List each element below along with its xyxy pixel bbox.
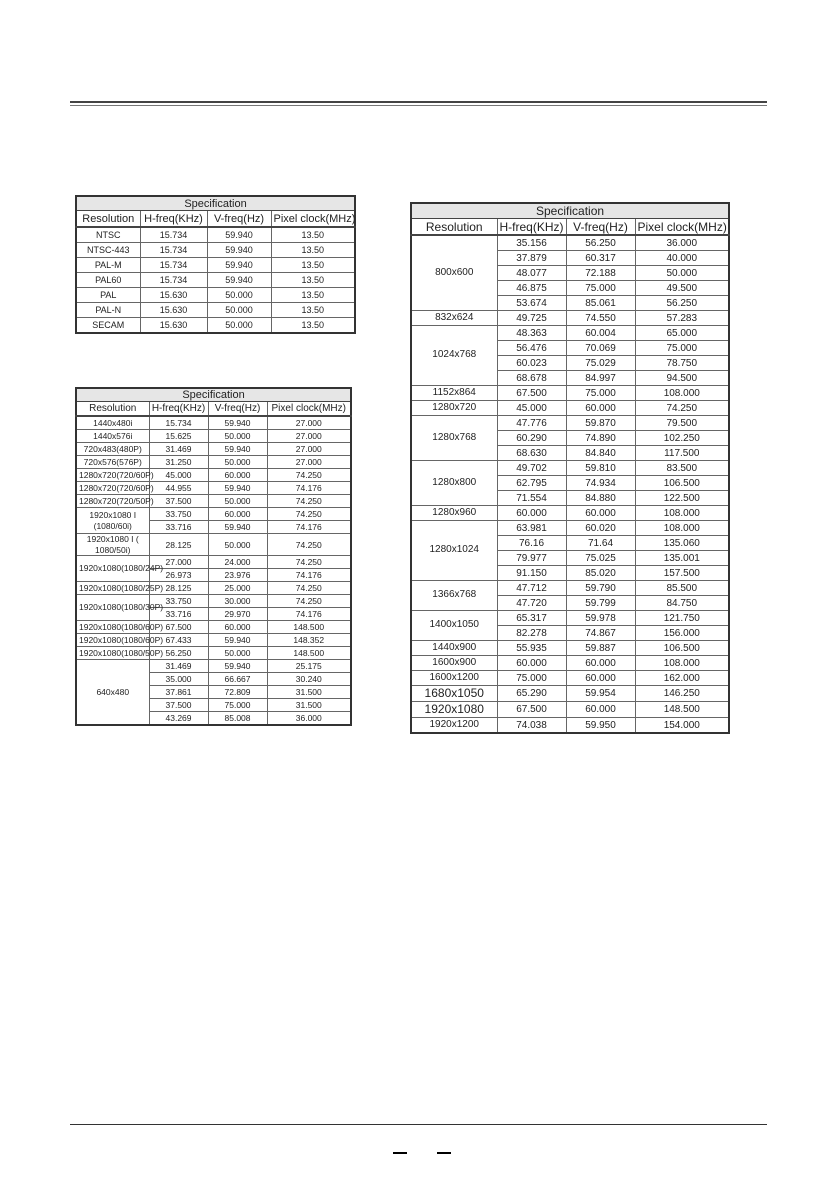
vfreq-cell: 84.997: [566, 371, 635, 386]
vfreq-cell: 84.840: [566, 446, 635, 461]
pixel-clock-cell: 49.500: [635, 281, 729, 296]
vfreq-cell: 59.954: [566, 686, 635, 702]
hfreq-cell: 75.000: [497, 671, 566, 686]
table-title: Specification: [76, 196, 355, 211]
pixel-clock-cell: 13.50: [271, 288, 355, 303]
vfreq-cell: 60.004: [566, 326, 635, 341]
column-header-hfreq: H-freq(KHz): [149, 402, 208, 417]
hfreq-cell: 48.077: [497, 266, 566, 281]
table-row: [76, 258, 355, 273]
vfreq-cell: 60.317: [566, 251, 635, 266]
hfreq-cell: 26.973: [149, 569, 208, 582]
table-row: [411, 326, 729, 341]
hfreq-cell: 60.023: [497, 356, 566, 371]
resolution-cell: PAL-N: [76, 303, 140, 318]
resolution-cell: 1600x1200: [411, 671, 497, 686]
hfreq-cell: 31.469: [149, 660, 208, 673]
footer-rule: [70, 1124, 767, 1125]
pixel-clock-cell: 148.500: [267, 647, 351, 660]
hfreq-cell: 74.038: [497, 718, 566, 734]
hfreq-cell: 71.554: [497, 491, 566, 506]
vfreq-cell: 74.550: [566, 311, 635, 326]
vfreq-cell: 60.000: [208, 469, 267, 482]
hfreq-cell: 76.16: [497, 536, 566, 551]
resolution-cell: 1440x900: [411, 641, 497, 656]
hfreq-cell: 15.734: [140, 243, 207, 258]
vfreq-cell: 60.000: [208, 621, 267, 634]
vfreq-cell: 75.000: [566, 386, 635, 401]
hfreq-cell: 15.734: [140, 258, 207, 273]
hfreq-cell: 15.630: [140, 318, 207, 334]
pixel-clock-cell: 57.283: [635, 311, 729, 326]
table-row: [411, 521, 729, 536]
hfreq-cell: 31.469: [149, 443, 208, 456]
pixel-clock-cell: 36.000: [267, 712, 351, 726]
resolution-cell: 1280x720(720/50P): [76, 495, 149, 508]
pixel-clock-cell: 108.000: [635, 521, 729, 536]
vfreq-cell: 75.000: [566, 281, 635, 296]
pixel-clock-cell: 65.000: [635, 326, 729, 341]
table-row: [76, 469, 351, 482]
pixel-clock-cell: 13.50: [271, 303, 355, 318]
column-header-hfreq: H-freq(KHz): [497, 219, 566, 236]
hfreq-cell: 63.981: [497, 521, 566, 536]
pixel-clock-cell: 157.500: [635, 566, 729, 581]
table-row: [76, 621, 351, 634]
vfreq-cell: 59.940: [208, 482, 267, 495]
column-header-vfreq: V-freq(Hz): [566, 219, 635, 236]
pixel-clock-cell: 27.000: [267, 443, 351, 456]
hfreq-cell: 15.734: [140, 227, 207, 243]
pixel-clock-cell: 74.176: [267, 569, 351, 582]
pc-timing-spec-table: [410, 202, 730, 734]
resolution-cell: 1920x1080: [411, 702, 497, 718]
hfreq-cell: 15.630: [140, 288, 207, 303]
table-row: [411, 235, 729, 251]
resolution-cell: 1680x1050: [411, 686, 497, 702]
table-row: [76, 534, 351, 556]
resolution-cell: NTSC-443: [76, 243, 140, 258]
resolution-cell: 1920x1080(1080/60P): [76, 634, 149, 647]
table-row: [76, 273, 355, 288]
vfreq-cell: 60.000: [208, 508, 267, 521]
hfreq-cell: 67.500: [497, 702, 566, 718]
table-row: [411, 656, 729, 671]
table-row: [411, 702, 729, 718]
pixel-clock-cell: 74.250: [635, 401, 729, 416]
vfreq-cell: 75.025: [566, 551, 635, 566]
pixel-clock-cell: 162.000: [635, 671, 729, 686]
vfreq-cell: 71.64: [566, 536, 635, 551]
table-title: Specification: [76, 388, 351, 402]
pixel-clock-cell: 135.001: [635, 551, 729, 566]
resolution-cell: 1280x960: [411, 506, 497, 521]
header-rule: [70, 101, 767, 103]
vfreq-cell: 59.940: [208, 634, 267, 647]
hfreq-cell: 45.000: [497, 401, 566, 416]
hfreq-cell: 68.630: [497, 446, 566, 461]
vfreq-cell: 59.940: [208, 416, 267, 430]
pixel-clock-cell: 108.000: [635, 506, 729, 521]
hfreq-cell: 60.290: [497, 431, 566, 446]
hfreq-cell: 15.734: [149, 416, 208, 430]
resolution-cell: 800x600: [411, 235, 497, 311]
pixel-clock-cell: 74.250: [267, 556, 351, 569]
table-row: [76, 495, 351, 508]
hfreq-cell: 28.125: [149, 534, 208, 556]
vfreq-cell: 59.978: [566, 611, 635, 626]
resolution-cell: 1280x768: [411, 416, 497, 461]
pixel-clock-cell: 106.500: [635, 476, 729, 491]
table-row: [76, 556, 351, 569]
hfreq-cell: 55.935: [497, 641, 566, 656]
pixel-clock-cell: 135.060: [635, 536, 729, 551]
pixel-clock-cell: 74.250: [267, 595, 351, 608]
vfreq-cell: 74.890: [566, 431, 635, 446]
hfreq-cell: 33.750: [149, 595, 208, 608]
hfreq-cell: 67.433: [149, 634, 208, 647]
hfreq-cell: 33.750: [149, 508, 208, 521]
pixel-clock-cell: 154.000: [635, 718, 729, 734]
table-row: [411, 416, 729, 431]
pixel-clock-cell: 117.500: [635, 446, 729, 461]
pixel-clock-cell: 146.250: [635, 686, 729, 702]
pixel-clock-cell: 85.500: [635, 581, 729, 596]
hfreq-cell: 79.977: [497, 551, 566, 566]
vfreq-cell: 50.000: [207, 318, 271, 334]
table-row: [411, 506, 729, 521]
vfreq-cell: 75.000: [208, 699, 267, 712]
column-header-vfreq: V-freq(Hz): [208, 402, 267, 417]
pixel-clock-cell: 74.250: [267, 508, 351, 521]
pixel-clock-cell: 74.176: [267, 608, 351, 621]
table-row: [76, 482, 351, 495]
resolution-cell: 1440x576i: [76, 430, 149, 443]
vfreq-cell: 74.867: [566, 626, 635, 641]
resolution-cell: 1280x720: [411, 401, 497, 416]
vfreq-cell: 85.061: [566, 296, 635, 311]
pixel-clock-cell: 121.750: [635, 611, 729, 626]
table-row: [76, 595, 351, 608]
vfreq-cell: 85.020: [566, 566, 635, 581]
hfreq-cell: 60.000: [497, 506, 566, 521]
resolution-cell: 1920x1080(1080/24P): [76, 556, 149, 582]
hfreq-cell: 65.317: [497, 611, 566, 626]
vfreq-cell: 24.000: [208, 556, 267, 569]
pixel-clock-cell: 108.000: [635, 656, 729, 671]
table-row: [411, 401, 729, 416]
table-row: [411, 641, 729, 656]
pixel-clock-cell: 148.500: [267, 621, 351, 634]
hfreq-cell: 33.716: [149, 608, 208, 621]
resolution-cell: 1366x768: [411, 581, 497, 611]
resolution-cell: 720x483(480P): [76, 443, 149, 456]
pixel-clock-cell: 74.176: [267, 482, 351, 495]
table-row: [411, 718, 729, 734]
pixel-clock-cell: 40.000: [635, 251, 729, 266]
hfreq-cell: 15.625: [149, 430, 208, 443]
hfreq-cell: 44.955: [149, 482, 208, 495]
resolution-cell: PAL: [76, 288, 140, 303]
pixel-clock-cell: 31.500: [267, 699, 351, 712]
vfreq-cell: 23.976: [208, 569, 267, 582]
vfreq-cell: 59.940: [207, 227, 271, 243]
hfreq-cell: 43.269: [149, 712, 208, 726]
vfreq-cell: 59.810: [566, 461, 635, 476]
hfreq-cell: 49.702: [497, 461, 566, 476]
resolution-cell: 1024x768: [411, 326, 497, 386]
resolution-cell: 1280x720(720/60P): [76, 482, 149, 495]
hfreq-cell: 65.290: [497, 686, 566, 702]
pixel-clock-cell: 148.500: [635, 702, 729, 718]
hfreq-cell: 68.678: [497, 371, 566, 386]
vfreq-cell: 84.880: [566, 491, 635, 506]
vfreq-cell: 50.000: [207, 303, 271, 318]
hfreq-cell: 33.716: [149, 521, 208, 534]
hfreq-cell: 56.476: [497, 341, 566, 356]
vfreq-cell: 60.000: [566, 401, 635, 416]
vfreq-cell: 50.000: [208, 430, 267, 443]
table-row: [76, 456, 351, 469]
hfreq-cell: 91.150: [497, 566, 566, 581]
resolution-cell: 1920x1080(1080/50P): [76, 647, 149, 660]
column-header-pixel-clock: Pixel clock(MHz): [271, 211, 355, 228]
pixel-clock-cell: 36.000: [635, 235, 729, 251]
pixel-clock-cell: 13.50: [271, 318, 355, 334]
pixel-clock-cell: 78.750: [635, 356, 729, 371]
vfreq-cell: 59.940: [207, 273, 271, 288]
hfreq-cell: 62.795: [497, 476, 566, 491]
pixel-clock-cell: 13.50: [271, 273, 355, 288]
resolution-cell: SECAM: [76, 318, 140, 334]
pixel-clock-cell: 74.250: [267, 534, 351, 556]
vfreq-cell: 75.029: [566, 356, 635, 371]
resolution-cell: PAL60: [76, 273, 140, 288]
pixel-clock-cell: 156.000: [635, 626, 729, 641]
resolution-cell: 1920x1080(1080/25P): [76, 582, 149, 595]
column-header-resolution: Resolution: [411, 219, 497, 236]
resolution-cell: 1400x1050: [411, 611, 497, 641]
vfreq-cell: 56.250: [566, 235, 635, 251]
table-row: [76, 243, 355, 258]
hfreq-cell: 28.125: [149, 582, 208, 595]
table-title: Specification: [411, 203, 729, 219]
vfreq-cell: 59.950: [566, 718, 635, 734]
resolution-cell: 1920x1200: [411, 718, 497, 734]
hfreq-cell: 27.000: [149, 556, 208, 569]
hfreq-cell: 49.725: [497, 311, 566, 326]
pixel-clock-cell: 74.250: [267, 495, 351, 508]
pixel-clock-cell: 84.750: [635, 596, 729, 611]
vfreq-cell: 50.000: [208, 456, 267, 469]
hfreq-cell: 82.278: [497, 626, 566, 641]
table-row: [76, 647, 351, 660]
table-row: [76, 318, 355, 334]
column-header-vfreq: V-freq(Hz): [207, 211, 271, 228]
table-row: [76, 416, 351, 430]
pixel-clock-cell: 122.500: [635, 491, 729, 506]
header-rule-thin: [70, 105, 767, 106]
resolution-cell: 640x480: [76, 660, 149, 726]
vfreq-cell: 85.008: [208, 712, 267, 726]
pixel-clock-cell: 50.000: [635, 266, 729, 281]
hfreq-cell: 53.674: [497, 296, 566, 311]
resolution-cell: NTSC: [76, 227, 140, 243]
hfreq-cell: 37.500: [149, 699, 208, 712]
column-header-resolution: Resolution: [76, 402, 149, 417]
vfreq-cell: 74.934: [566, 476, 635, 491]
vfreq-cell: 59.940: [207, 243, 271, 258]
pixel-clock-cell: 31.500: [267, 686, 351, 699]
page-number-dash-right: [437, 1152, 451, 1154]
table-row: [411, 311, 729, 326]
hfreq-cell: 48.363: [497, 326, 566, 341]
hfreq-cell: 35.000: [149, 673, 208, 686]
pixel-clock-cell: 74.250: [267, 582, 351, 595]
pixel-clock-cell: 56.250: [635, 296, 729, 311]
vfreq-cell: 60.000: [566, 702, 635, 718]
vfreq-cell: 59.790: [566, 581, 635, 596]
hfreq-cell: 47.776: [497, 416, 566, 431]
pixel-clock-cell: 74.176: [267, 521, 351, 534]
hfreq-cell: 31.250: [149, 456, 208, 469]
table-row: [76, 660, 351, 673]
column-header-resolution: Resolution: [76, 211, 140, 228]
pixel-clock-cell: 108.000: [635, 386, 729, 401]
table-row: [76, 288, 355, 303]
table-row: [411, 581, 729, 596]
resolution-cell: 1920x1080 I (1080/60i): [76, 508, 149, 534]
table-row: [76, 303, 355, 318]
hfreq-cell: 45.000: [149, 469, 208, 482]
vfreq-cell: 59.940: [208, 660, 267, 673]
table-row: [76, 508, 351, 521]
pixel-clock-cell: 83.500: [635, 461, 729, 476]
vfreq-cell: 66.667: [208, 673, 267, 686]
table-row: [76, 582, 351, 595]
hfreq-cell: 37.879: [497, 251, 566, 266]
pixel-clock-cell: 27.000: [267, 416, 351, 430]
pixel-clock-cell: 13.50: [271, 243, 355, 258]
resolution-cell: 1280x800: [411, 461, 497, 506]
pixel-clock-cell: 148.352: [267, 634, 351, 647]
table-row: [411, 386, 729, 401]
pixel-clock-cell: 30.240: [267, 673, 351, 686]
hfreq-cell: 56.250: [149, 647, 208, 660]
pixel-clock-cell: 75.000: [635, 341, 729, 356]
resolution-cell: 1920x1080 I ( 1080/50i): [76, 534, 149, 556]
column-header-hfreq: H-freq(KHz): [140, 211, 207, 228]
table-row: [76, 443, 351, 456]
video-timing-spec-table: [75, 387, 352, 726]
resolution-cell: 1280x720(720/60P): [76, 469, 149, 482]
table-row: [411, 686, 729, 702]
vfreq-cell: 59.887: [566, 641, 635, 656]
hfreq-cell: 37.861: [149, 686, 208, 699]
hfreq-cell: 60.000: [497, 656, 566, 671]
hfreq-cell: 67.500: [497, 386, 566, 401]
resolution-cell: PAL-M: [76, 258, 140, 273]
vfreq-cell: 60.020: [566, 521, 635, 536]
resolution-cell: 1152x864: [411, 386, 497, 401]
resolution-cell: 720x576(576P): [76, 456, 149, 469]
pixel-clock-cell: 13.50: [271, 227, 355, 243]
page-number-dash-left: [393, 1152, 407, 1154]
resolution-cell: 1920x1080(1080/30P): [76, 595, 149, 621]
pixel-clock-cell: 74.250: [267, 469, 351, 482]
vfreq-cell: 60.000: [566, 656, 635, 671]
pixel-clock-cell: 27.000: [267, 456, 351, 469]
vfreq-cell: 50.000: [207, 288, 271, 303]
vfreq-cell: 50.000: [208, 534, 267, 556]
table-row: [76, 227, 355, 243]
table-row: [76, 430, 351, 443]
table-row: [411, 611, 729, 626]
table-row: [411, 461, 729, 476]
pixel-clock-cell: 25.175: [267, 660, 351, 673]
vfreq-cell: 59.870: [566, 416, 635, 431]
vfreq-cell: 50.000: [208, 495, 267, 508]
vfreq-cell: 59.940: [207, 258, 271, 273]
pixel-clock-cell: 94.500: [635, 371, 729, 386]
resolution-cell: 1600x900: [411, 656, 497, 671]
tv-signal-spec-table: [75, 195, 356, 334]
pixel-clock-cell: 13.50: [271, 258, 355, 273]
vfreq-cell: 70.069: [566, 341, 635, 356]
pixel-clock-cell: 106.500: [635, 641, 729, 656]
pixel-clock-cell: 102.250: [635, 431, 729, 446]
vfreq-cell: 60.000: [566, 671, 635, 686]
vfreq-cell: 59.940: [208, 443, 267, 456]
vfreq-cell: 59.799: [566, 596, 635, 611]
resolution-cell: 1920x1080(1080/60P): [76, 621, 149, 634]
table-row: [76, 634, 351, 647]
hfreq-cell: 37.500: [149, 495, 208, 508]
table-row: [411, 671, 729, 686]
vfreq-cell: 29.970: [208, 608, 267, 621]
vfreq-cell: 72.809: [208, 686, 267, 699]
hfreq-cell: 46.875: [497, 281, 566, 296]
resolution-cell: 1280x1024: [411, 521, 497, 581]
pixel-clock-cell: 79.500: [635, 416, 729, 431]
vfreq-cell: 60.000: [566, 506, 635, 521]
vfreq-cell: 72.188: [566, 266, 635, 281]
resolution-cell: 1440x480i: [76, 416, 149, 430]
pixel-clock-cell: 27.000: [267, 430, 351, 443]
vfreq-cell: 25.000: [208, 582, 267, 595]
hfreq-cell: 67.500: [149, 621, 208, 634]
hfreq-cell: 47.720: [497, 596, 566, 611]
hfreq-cell: 15.734: [140, 273, 207, 288]
vfreq-cell: 59.940: [208, 521, 267, 534]
vfreq-cell: 50.000: [208, 647, 267, 660]
column-header-pixel-clock: Pixel clock(MHz): [635, 219, 729, 236]
resolution-cell: 832x624: [411, 311, 497, 326]
column-header-pixel-clock: Pixel clock(MHz): [267, 402, 351, 417]
hfreq-cell: 35.156: [497, 235, 566, 251]
hfreq-cell: 47.712: [497, 581, 566, 596]
hfreq-cell: 15.630: [140, 303, 207, 318]
vfreq-cell: 30.000: [208, 595, 267, 608]
